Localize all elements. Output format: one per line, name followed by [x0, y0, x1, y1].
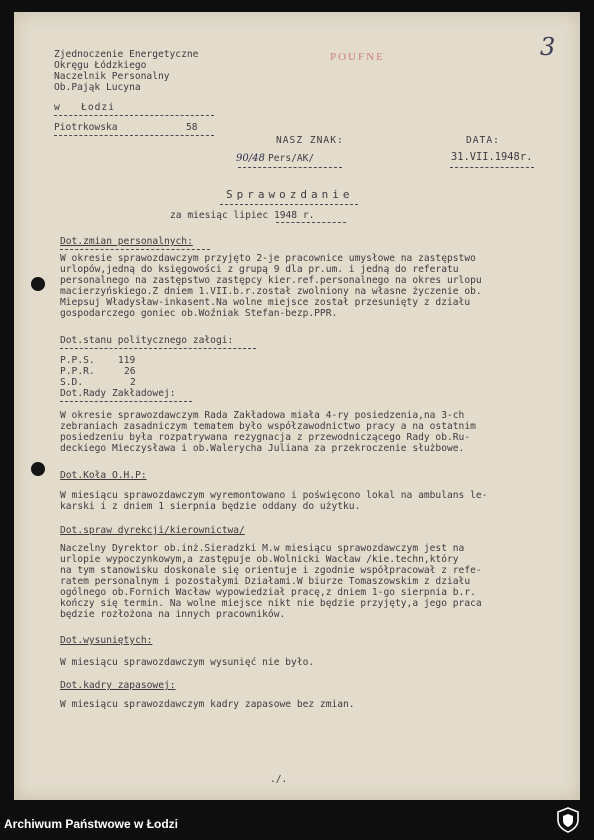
section-council-heading: Dot.Rady Zakładowej: — [60, 388, 176, 399]
party-count-1: 119 — [118, 355, 136, 366]
section-management-line-2: urlopie wypoczynkowym,a zastępuje ob.Wolnicki Wacław /kie.techn,który — [60, 554, 459, 565]
ref-label: NASZ ZNAK: — [276, 135, 344, 146]
section-council-line-1: W okresie sprawozdawczym Rada Zakładowa miała 4-ry posiedzenia,na 3-ch — [60, 410, 465, 421]
date-label: DATA: — [466, 135, 500, 146]
section-management-line-6: kończy się termin. Na wolne miejsce nikt nie będzie przyjęty,a jego praca — [60, 598, 482, 609]
sender-street-number: 58 — [186, 122, 198, 133]
date-underline — [450, 167, 534, 168]
archive-label: Archiwum Państwowe w Łodzi — [4, 817, 179, 831]
section-personnel-line-4: macierzyńskiego.Z dniem 1.VII.b.r.został zwolniony na własne życzenie ob. — [60, 286, 482, 297]
section-political-divider — [60, 348, 256, 349]
section-management-line-7: będzie rozłożona na innych pracowników. — [60, 609, 286, 620]
sender-divider-1 — [54, 115, 214, 116]
ref-underline — [238, 167, 342, 168]
section-personnel-line-1: W okresie sprawozdawczym przyjęto 2-je pracownice umysłowe na zastępstwo — [60, 253, 476, 264]
section-council-line-4: deckiego Mieczysława i ob.Walerycha Juliana za przekroczenie służbowe. — [60, 443, 465, 454]
section-political-heading: Dot.stanu politycznego załogi: — [60, 335, 234, 346]
date-value: 31.VII.1948r. — [451, 151, 533, 163]
section-promotions-body: W miesiącu sprawozdawczym wysunięć nie było. — [60, 657, 315, 668]
section-management-heading: Dot.spraw dyrekcji/kierownictwa/ — [60, 525, 245, 536]
section-management-line-1: Naczelny Dyrektor ob.inż.Sieradzki M.w miesiącu sprawozdawczym jest na — [60, 543, 465, 554]
ref-value: Pers/AK/ — [268, 153, 315, 164]
section-promotions-heading: Dot.wysuniętych: — [60, 635, 153, 646]
section-personnel-heading: Dot.zmian personalnych: — [60, 236, 193, 247]
section-personnel-line-6: gospodarczego goniec ob.Woźniak Stefan-bezp.PPR. — [60, 308, 338, 319]
section-personnel-divider — [60, 249, 210, 250]
document-sheet — [14, 12, 580, 800]
sender-line-2: Okręgu Łódzkiego — [54, 60, 147, 71]
section-ohp-line-2: karski i z dniem 1 sierpnia będzie oddany do użytku. — [60, 501, 361, 512]
section-ohp-heading: Dot.Koła O.H.P: — [60, 470, 147, 481]
section-personnel-line-2: urlopów,jedną do księgowości z grupą 9 dla pr.um. i jedną do referatu — [60, 264, 459, 275]
section-reserve-body: W miesiącu sprawozdawczym kadry zapasowe bez zmian. — [60, 699, 355, 710]
section-council-line-3: posiedzeniu była rozpatrywana rezygnacja z przewodniczącego Rady ob.Ru- — [60, 432, 471, 443]
subtitle-underline — [276, 222, 346, 223]
sender-street: Piotrkowska — [54, 122, 118, 133]
binder-hole-upper — [31, 277, 45, 291]
party-count-3: 2 — [130, 377, 136, 388]
sender-line-3: Naczelnik Personalny — [54, 71, 170, 82]
section-management-line-3: na tym stanowisku doskonale się orientuje i zgodnie współpracował z refe- — [60, 565, 482, 576]
sender-divider-2 — [54, 135, 214, 136]
document-title: Sprawozdanie — [226, 188, 354, 201]
document-subtitle: za miesiąc lipiec 1948 r. — [170, 210, 315, 221]
sender-line-5: w Łodzi — [54, 102, 115, 113]
section-reserve-heading: Dot.kadry zapasowej: — [60, 680, 176, 691]
end-mark: ./. — [270, 774, 288, 785]
party-name-1: P.P.S. — [60, 355, 95, 366]
party-count-2: 26 — [124, 366, 136, 377]
page-number: 3 — [540, 33, 556, 61]
confidential-stamp: POUFNE — [330, 51, 385, 63]
ref-handwritten-number: 90/48 — [236, 153, 265, 164]
section-council-divider — [60, 401, 192, 402]
section-personnel-line-3: personalnego na zastępstwo zastępcy kier.ref.personalnego na okres urlopu — [60, 275, 482, 286]
section-ohp-line-1: W miesiącu sprawozdawczym wyremontowano i poświęcono lokal na ambulans le- — [60, 490, 488, 501]
archive-emblem-icon — [548, 804, 588, 836]
party-name-2: P.P.R. — [60, 366, 95, 377]
section-personnel-line-5: Miepsuj Władysław-inkasent.Na wolne miejsce został przesunięty z działu — [60, 297, 471, 308]
sender-line-1: Zjednoczenie Energetyczne — [54, 49, 199, 60]
party-name-3: S.D. — [60, 377, 84, 388]
section-management-line-5: ogólnego ob.Fornich Wacław wypowiedział pracę,z dniem 1-go sierpnia b.r. — [60, 587, 476, 598]
binder-hole-lower — [31, 462, 45, 476]
section-council-line-2: zebraniach zasadniczym tematem było współzawodnictwo pracy a na ostatnim — [60, 421, 476, 432]
title-underline — [220, 204, 358, 205]
sender-line-4: Ob.Pająk Lucyna — [54, 82, 141, 93]
section-management-line-4: ratem personalnym i pozostałymi Działami.W biurze Tomaszowskim z działu — [60, 576, 471, 587]
